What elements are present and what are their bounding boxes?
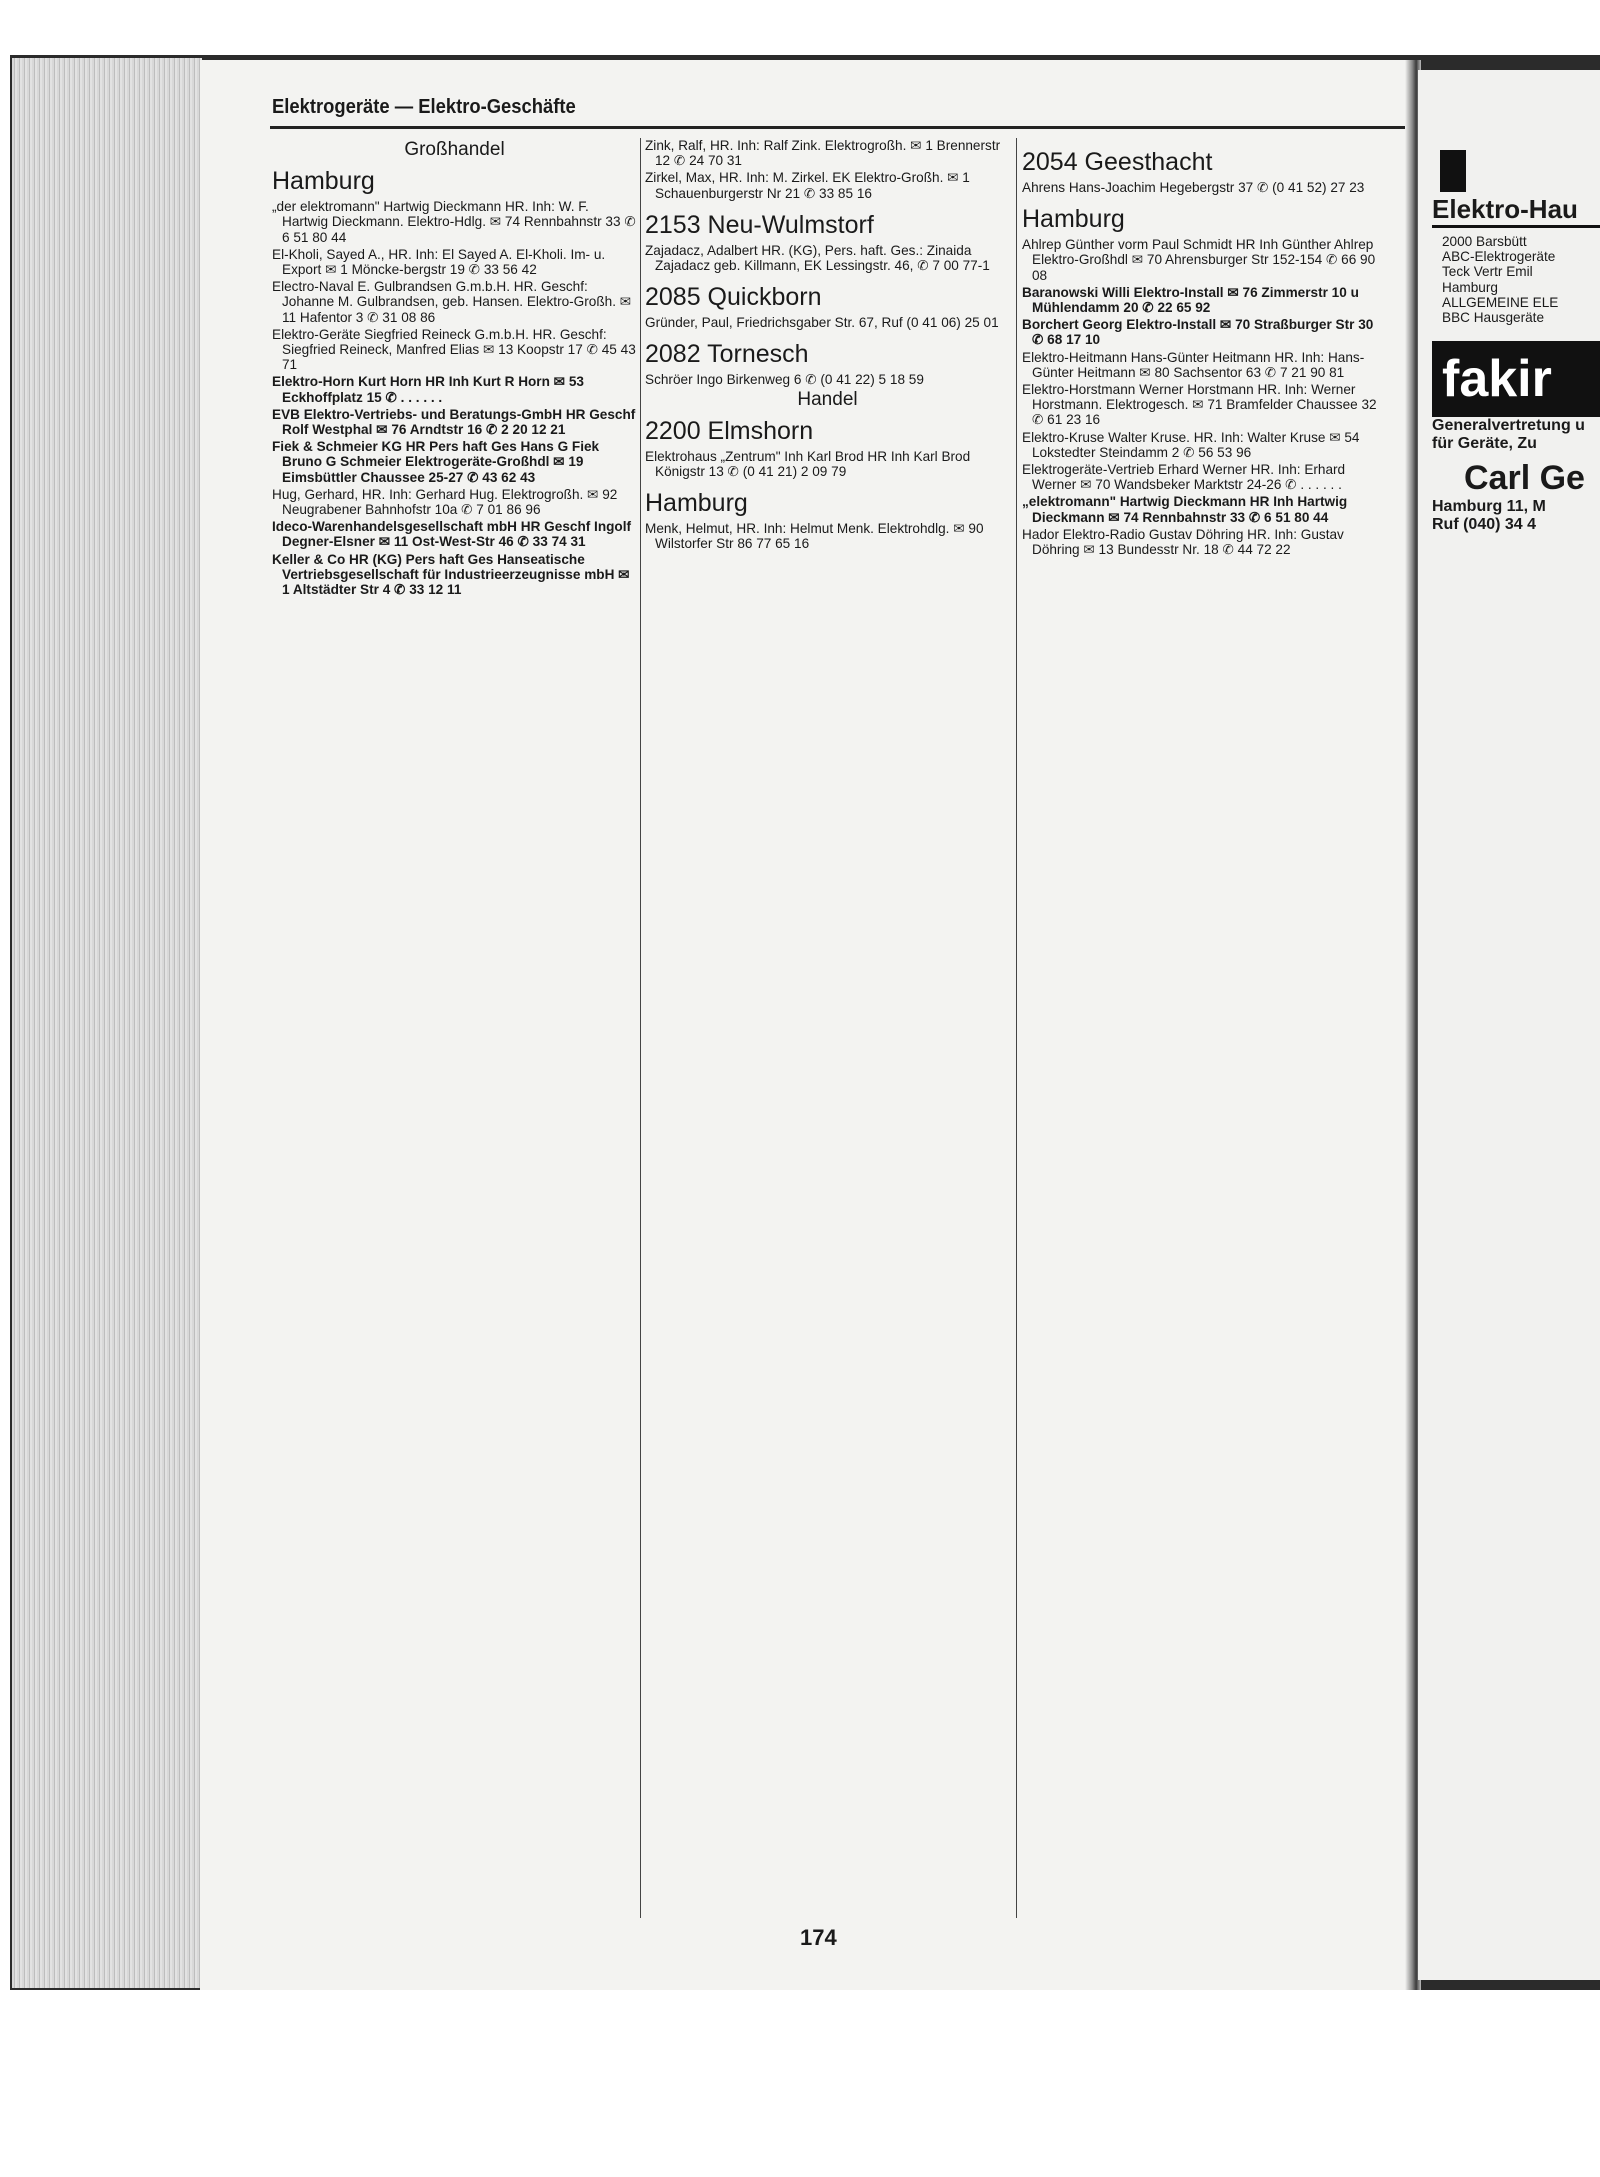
directory-entry: Keller & Co HR (KG) Pers haft Ges Hanseatische Vertriebsgesellschaft für Industrieerzeugnisse mbH ✉ 1 Altstädter Str 4 ✆ 33 12 11 <box>272 551 630 598</box>
city-heading: Hamburg <box>1022 205 1125 234</box>
ad-city: Hamburg 11, M <box>1432 498 1546 516</box>
directory-entry: „der elektromann" Hartwig Dieckmann HR. Inh: W. F. Hartwig Dieckmann. Elektro-Hdlg. ✉ 74 Rennbahnstr 33 ✆ 6 51 80 44 <box>272 199 636 245</box>
city-heading: 2054 Geesthacht <box>1022 148 1213 176</box>
directory-entry: „elektromann" Hartwig Dieckmann HR Inh Hartwig Dieckmann ✉ 74 Rennbahnstr 33 ✆ 6 51 80 44 <box>1022 494 1348 525</box>
city-heading: 2153 Neu-Wulmstorf <box>645 210 874 239</box>
running-head: Elektrogeräte — Elektro-Geschäfte <box>272 96 576 118</box>
next-page-edge <box>1418 70 1600 1980</box>
book-page-edges <box>12 58 202 1988</box>
directory-entry: Zink, Ralf, HR. Inh: Ralf Zink. Elektrogroßh. ✉ 1 Brennerstr 12 ✆ 24 70 31 <box>645 138 1001 169</box>
directory-entry: Fiek & Schmeier KG HR Pers haft Ges Hans G Fiek Bruno G Schmeier Elektrogeräte-Großhdl ✉ 19 Eimsbüttler Chaussee 25-27 ✆ 43 62 43 <box>272 439 600 485</box>
directory-entry: Zirkel, Max, HR. Inh: M. Zirkel. EK Elektro-Großh. ✉ 1 Schauenburgerstr Nr 21 ✆ 33 85 16 <box>645 170 970 201</box>
ad-phone: Ruf (040) 34 4 <box>1432 516 1537 534</box>
column-3 <box>1022 138 1387 1918</box>
city-heading: 2200 Elmshorn <box>645 416 814 445</box>
ad-line: Generalvertretung u <box>1432 417 1585 435</box>
directory-entry: Elektro-Horn Kurt Horn HR Inh Kurt R Horn ✉ 53 Eckhoffplatz 15 ✆ . . . . . . <box>272 374 584 405</box>
directory-entry: Schröer Ingo Birkenweg 6 ✆ (0 41 22) 5 18 59 <box>645 372 924 388</box>
section-heading: Handel <box>797 388 858 410</box>
next-page-line: BBC Hausgeräte <box>1442 310 1545 326</box>
column-2 <box>645 138 1010 1918</box>
directory-entry: Ahlrep Günther vorm Paul Schmidt HR Inh Günther Ahlrep Elektro-Großhdl ✉ 70 Ahrensburger Str 152-154 ✆ 66 90 08 <box>1022 237 1376 283</box>
city-heading: 2082 Tornesch <box>645 340 809 369</box>
next-page-line: 2000 Barsbütt <box>1442 234 1527 249</box>
directory-entry: El-Kholi, Sayed A., HR. Inh: El Sayed A. El-Kholi. Im- u. Export ✉ 1 Möncke-bergstr 19 ✆ 33 56 42 <box>272 246 606 278</box>
page-number: 174 <box>800 1925 837 1950</box>
directory-entry: Hug, Gerhard, HR. Inh: Gerhard Hug. Elektrogroßh. ✉ 92 Neugrabener Bahnhofstr 10a ✆ 7 01 86 96 <box>272 486 618 518</box>
next-page-lines <box>1418 228 1600 325</box>
directory-entry: EVB Elektro-Vertriebs- und Beratungs-GmbH HR Geschf Rolf Westphal ✉ 76 Arndtstr 16 ✆ 2 20 12 21 <box>272 406 636 438</box>
directory-entry: Gründer, Paul, Friedrichsgaber Str. 67, Ruf (0 41 06) 25 01 <box>645 315 999 331</box>
directory-entry: Borchert Georg Elektro-Install ✉ 70 Straßburger Str 30 ✆ 68 17 10 <box>1022 317 1374 348</box>
next-page-heading: Elektro-Hau <box>1432 194 1600 228</box>
directory-entry: Baranowski Willi Elektro-Install ✉ 76 Zimmerstr 10 u Mühlendamm 20 ✆ 22 65 92 <box>1022 284 1359 316</box>
city-heading: Hamburg <box>645 489 748 518</box>
directory-entry: Zajadacz, Adalbert HR. (KG), Pers. haft. Ges.: Zinaida Zajadacz geb. Killmann, EK Lessingstr. 46, ✆ 7 00 77-1 <box>645 242 990 274</box>
ad-company: Carl Ge <box>1464 459 1585 498</box>
directory-entry: Elektro-Horstmann Werner Horstmann HR. Inh: Werner Horstmann. Elektrogesch. ✉ 71 Bramfelder Chaussee 32 ✆ 61 23 16 <box>1022 382 1377 428</box>
directory-entry: Elektrohaus „Zentrum" Inh Karl Brod HR Inh Karl Brod Königstr 13 ✆ (0 41 21) 2 09 79 <box>645 448 971 480</box>
directory-entry: Ahrens Hans-Joachim Hegebergstr 37 ✆ (0 41 52) 27 23 <box>1022 180 1365 195</box>
header-rule <box>270 126 1405 129</box>
directory-entry: Elektro-Heitmann Hans-Günter Heitmann HR. Inh: Hans-Günter Heitmann ✉ 80 Sachsentor 63 ✆ 7 21 90 81 <box>1022 349 1365 380</box>
next-page-line: ALLGEMEINE ELE <box>1442 294 1559 310</box>
directory-entry: Hador Elektro-Radio Gustav Döhring HR. Inh: Gustav Döhring ✉ 13 Bundesstr Nr. 18 ✆ 44 72 22 <box>1022 526 1344 558</box>
section-heading: Großhandel <box>404 139 505 160</box>
directory-entry: Elektro-Kruse Walter Kruse. HR. Inh: Walter Kruse ✉ 54 Lokstedter Steindamm 2 ✆ 56 53 96 <box>1022 429 1360 460</box>
city-heading: 2085 Quickborn <box>645 283 822 312</box>
next-page-line: Teck Vertr Emil <box>1442 264 1533 280</box>
column-divider <box>1016 138 1017 1918</box>
directory-entry: Elektrogeräte-Vertrieb Erhard Werner HR. Inh: Erhard Werner ✉ 70 Wandsbeker Marktstr 24-26 ✆ . . . . . . <box>1022 462 1346 493</box>
column-1 <box>272 138 637 1918</box>
fakir-logo: fakir <box>1432 341 1600 417</box>
directory-entry: Electro-Naval E. Gulbrandsen G.m.b.H. HR. Geschf: Johanne M. Gulbrandsen, geb. Hansen. Elektro-Großh. ✉ 11 Hafentor 3 ✆ 31 08 86 <box>272 279 632 325</box>
directory-entry: Elektro-Geräte Siegfried Reineck G.m.b.H. HR. Geschf: Siegfried Reineck, Manfred Elias ✉ 13 Koopstr 17 ✆ 45 43 71 <box>272 326 636 373</box>
next-page-line: Hamburg <box>1442 279 1498 295</box>
directory-entry: Menk, Helmut, HR. Inh: Helmut Menk. Elektrohdlg. ✉ 90 Wilstorfer Str 86 77 65 16 <box>645 521 984 552</box>
directory-entry: Ideco-Warenhandelsgesellschaft mbH HR Geschf Ingolf Degner-Elsner ✉ 11 Ost-West-Str 46 ✆ 33 74 31 <box>272 519 632 550</box>
city-heading: Hamburg <box>272 167 375 196</box>
column-divider <box>640 138 641 1918</box>
ad-line: für Geräte, Zu <box>1432 435 1537 453</box>
next-page-line: ABC-Elektrogeräte <box>1442 249 1556 265</box>
section-marker-block <box>1440 150 1466 192</box>
